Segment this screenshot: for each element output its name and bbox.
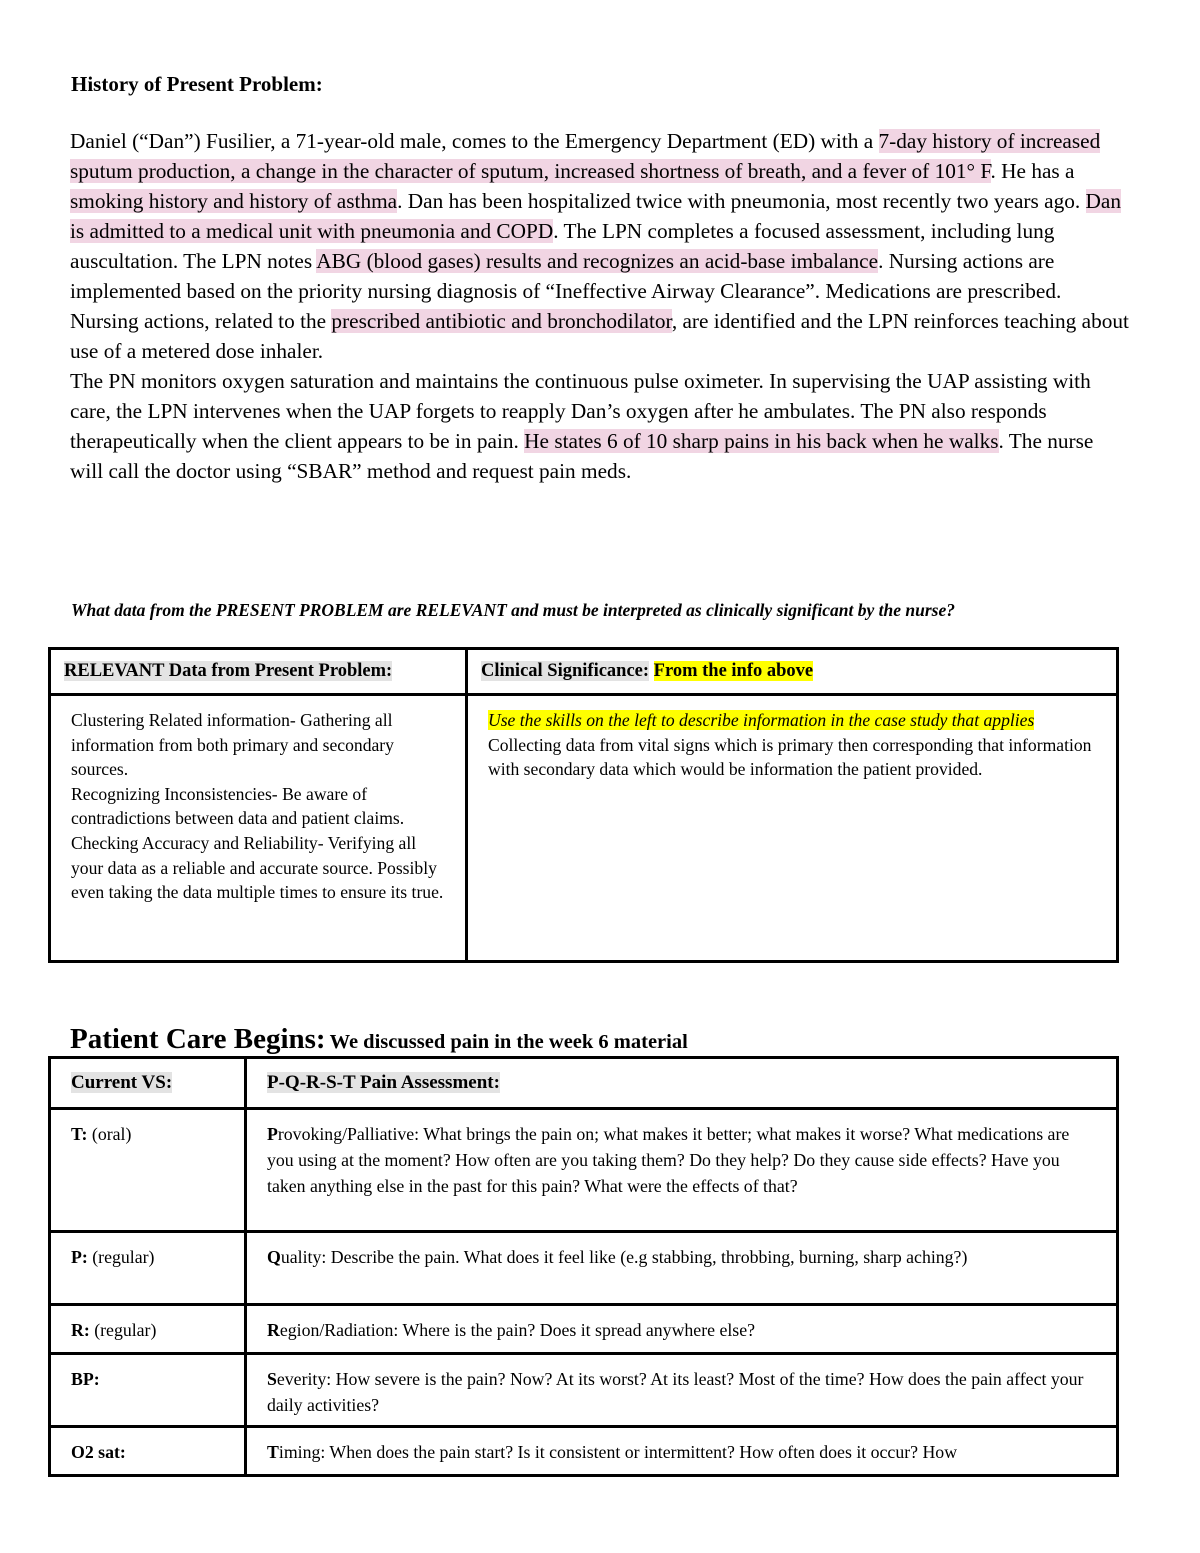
patient-care-subtitle: We discussed pain in the week 6 material — [329, 1031, 688, 1053]
significance-header-cell — [467, 649, 1118, 695]
vs-cell — [50, 1354, 246, 1427]
pain-assessment-table — [48, 1056, 1119, 1477]
vs-note: (regular) — [87, 1247, 155, 1267]
relevant-table-header-row — [50, 649, 1118, 695]
vs-cell — [50, 1109, 246, 1232]
relevant-data-text: Clustering Related information- Gathering all information from both primary and secondary sources. Recognizing Inconsistencies- Be aware of contradictions between data and patient claims. Checking Accuracy and Reliability- Verifying all your data as a reliable and accurate source. Possibly even taking the data multiple times to ensure its true. — [71, 710, 444, 903]
history-segment-highlight: smoking history and history of asthma — [70, 189, 398, 213]
history-segment-highlight: He states 6 of 10 sharp pains in his back when he walks — [524, 429, 999, 453]
clinical-significance-text: Collecting data from vital signs which is primary then corresponding that information with secondary data which would be information the patient provided. — [488, 734, 1092, 780]
patient-care-title: Patient Care Begins: — [70, 1023, 326, 1055]
vs-cell — [50, 1427, 246, 1476]
history-segment: . He has a — [990, 159, 1075, 183]
vs-note: (regular) — [89, 1320, 157, 1340]
history-segment-highlight: ABG (blood gases) results and recognizes an acid-base imbalance — [316, 249, 879, 273]
history-segment-highlight: 7-day history of increased sputum production, a change in the character of sputum, increased shortness of breath, and a fever of 101° F — [70, 129, 1101, 183]
pqrst-header-cell — [246, 1058, 1118, 1109]
relevant-data-cell — [50, 695, 467, 962]
patient-care-heading — [70, 1023, 688, 1056]
history-segment: . The LPN completes a focused assessment, including lung auscultation. The LPN notes — [70, 219, 1055, 273]
pqrst-letter: P — [267, 1124, 278, 1144]
pqrst-letter: S — [267, 1369, 277, 1389]
history-segment: . Nursing actions are implemented based on the priority nursing diagnosis of “Ineffective Airway Clearance”. Medications are prescribed. Nursing actions, related to the — [70, 249, 1062, 333]
significance-instruction: Use the skills on the left to describe information in the case study that applies — [488, 710, 1035, 730]
pqrst-cell — [246, 1354, 1118, 1427]
history-segment: , are identified and the LPN reinforces teaching about use of a metered dose inhaler. — [70, 309, 1129, 363]
current-vs-header: Current VS: — [71, 1072, 173, 1093]
pqrst-cell — [246, 1232, 1118, 1305]
pqrst-text: egion/Radiation: Where is the pain? Does it spread anywhere else? — [279, 1320, 755, 1340]
history-segment: Daniel (“Dan”) Fusilier, a 71-year-old male, comes to the Emergency Department (ED) with a — [70, 129, 879, 153]
relevant-table-body-row — [50, 695, 1118, 962]
relevant-data-header: RELEVANT Data from Present Problem: — [64, 661, 393, 681]
relevance-question: What data from the PRESENT PROBLEM are RELEVANT and must be interpreted as clinically significant by the nurse? — [71, 600, 955, 620]
pqrst-text: uality: Describe the pain. What does it feel like (e.g stabbing, throbbing, burning, sharp aching?) — [280, 1247, 968, 1267]
history-segment: The PN monitors oxygen saturation and maintains the continuous pulse oximeter. In supervising the UAP assisting with care, the LPN intervenes when the UAP forgets to reapply Dan’s oxygen after he ambulates. The PN also responds therapeutically when the client appears to be in pain. — [70, 369, 1091, 453]
vs-cell — [50, 1232, 246, 1305]
pain-table-row — [50, 1427, 1118, 1476]
pqrst-letter: R — [267, 1320, 280, 1340]
vs-label: O2 sat: — [71, 1442, 126, 1462]
vs-cell — [50, 1305, 246, 1354]
pain-table-row — [50, 1232, 1118, 1305]
relevant-data-table — [48, 647, 1119, 963]
history-segment: . The nurse will call the doctor using “SBAR” method and request pain meds. — [70, 429, 1094, 483]
pqrst-cell — [246, 1109, 1118, 1232]
clinical-significance-cell — [467, 695, 1118, 962]
clinical-significance-note: From the info above — [653, 661, 814, 681]
pqrst-cell — [246, 1427, 1118, 1476]
vs-label: T: — [71, 1124, 88, 1144]
pqrst-header: P-Q-R-S-T Pain Assessment: — [267, 1072, 500, 1093]
clinical-significance-header: Clinical Significance: — [481, 661, 650, 681]
pqrst-text: rovoking/Palliative: What brings the pain on; what makes it better; what makes it worse? What medications are you using at the moment? How often are you taking them? Do they help? Do they cause side effects? Have you taken anything else in the past for this pain? What were the effects of that? — [267, 1124, 1070, 1196]
pain-table-row — [50, 1305, 1118, 1354]
history-segment-highlight: Dan is admitted to a medical unit with pneumonia and COPD — [70, 189, 1122, 243]
vs-note: (oral) — [87, 1124, 132, 1144]
pqrst-letter: Q — [267, 1247, 281, 1267]
pqrst-cell — [246, 1305, 1118, 1354]
pain-table-row — [50, 1109, 1118, 1232]
history-segment: . Dan has been hospitalized twice with pneumonia, most recently two years ago. — [397, 189, 1086, 213]
history-narrative — [70, 126, 1130, 486]
pqrst-letter: T — [267, 1442, 279, 1462]
history-segment-highlight: prescribed antibiotic and bronchodilator — [331, 309, 672, 333]
vs-label: R: — [71, 1320, 90, 1340]
pqrst-text: everity: How severe is the pain? Now? At its worst? At its least? Most of the time? How does the pain affect your daily activities? — [267, 1369, 1084, 1415]
pain-table-row — [50, 1354, 1118, 1427]
vs-label: BP: — [71, 1369, 100, 1389]
relevant-header-cell — [50, 649, 467, 695]
pqrst-text: iming: When does the pain start? Is it consistent or intermittent? How often does it occur? How — [278, 1442, 958, 1462]
vs-label: P: — [71, 1247, 88, 1267]
vs-header-cell — [50, 1058, 246, 1109]
history-heading: History of Present Problem: — [71, 72, 323, 96]
pain-table-header-row — [50, 1058, 1118, 1109]
